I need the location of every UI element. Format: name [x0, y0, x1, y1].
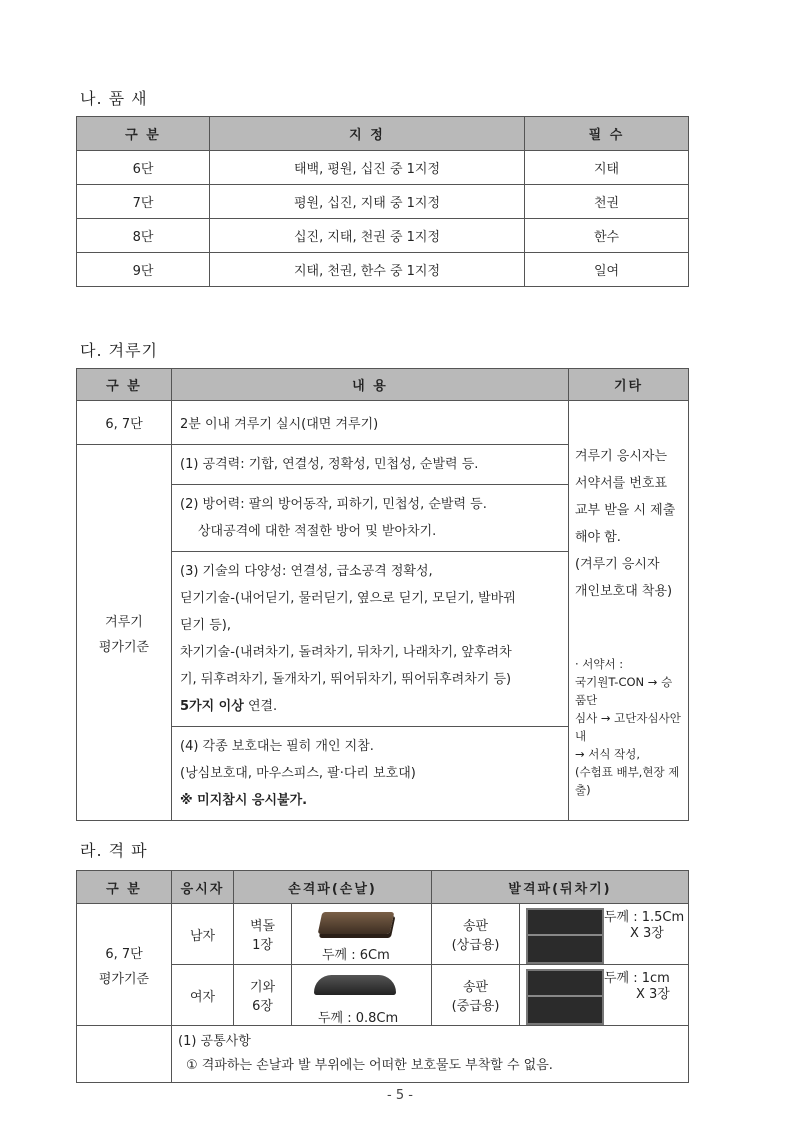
criteria-text: 딛기기술-(내어딛기, 물러딛기, 옆으로 딛기, 모딛기, 발바꿔 [180, 591, 516, 606]
criteria-label-cell [77, 445, 172, 821]
common-title: (1) 공통사항 [178, 1034, 251, 1049]
cell: 7단 [77, 185, 210, 219]
label-text: 6, 7단 [105, 946, 143, 962]
col-header: 응시자 [172, 871, 234, 904]
cell: 태백, 평원, 십진 중 1지정 [210, 151, 525, 185]
note-small-line: 국기원T-CON → 승품단 [575, 675, 673, 707]
board-text: (중급용) [451, 999, 500, 1014]
criteria-label: 평가기준 [98, 639, 150, 655]
board-count-label: X 3장 [630, 926, 664, 941]
note-line: (겨루기 응시자 [575, 557, 660, 572]
board-text: 송판 [462, 980, 489, 995]
table-row [77, 904, 689, 965]
board-thickness-label: 두께 : 1.5Cm [604, 910, 685, 925]
thickness-label: 두께 : 0.8Cm [318, 1011, 399, 1026]
note-line: 교부 받을 시 제출 [575, 503, 676, 518]
item-text: 기와 [249, 980, 276, 995]
col-header: 지 정 [210, 117, 525, 151]
tile-image [314, 975, 396, 995]
criteria-text: 기, 뒤후려차기, 돌개차기, 뛰어뒤차기, 뛰어뒤후려차기 등) [180, 672, 512, 687]
thickness-label: 두께 : 6Cm [322, 948, 390, 963]
cell: 십진, 지태, 천권 중 1지정 [210, 219, 525, 253]
col-header: 필 수 [525, 117, 689, 151]
cell: 천권 [525, 185, 689, 219]
note-line: 겨루기 응시자는 [575, 449, 668, 464]
cell: 6, 7단 [77, 401, 172, 445]
col-header: 손격파(손날) [234, 871, 432, 904]
cell: 한수 [525, 219, 689, 253]
label-cell [77, 904, 172, 1026]
criteria-bold: 5가지 이상 [180, 699, 244, 714]
page-number: - 5 - [387, 1088, 413, 1103]
table-header-row [77, 871, 689, 904]
cell [432, 904, 520, 965]
col-header: 구 분 [77, 871, 172, 904]
table-row [77, 185, 689, 219]
table-header-row [77, 369, 689, 401]
col-header: 기타 [569, 369, 689, 401]
criteria-text: (2) 방어력: 팔의 방어동작, 피하기, 민첩성, 순발력 등. [180, 497, 487, 512]
criteria-warning: ※ 미지참시 응시불가. [180, 793, 308, 808]
common-cell [172, 1026, 689, 1083]
cell: 지태, 천권, 한수 중 1지정 [210, 253, 525, 287]
cell: 남자 [172, 904, 234, 965]
note-cell [569, 401, 689, 821]
image-cell [292, 904, 432, 965]
board-image [526, 969, 604, 1025]
note-small-line: (수험표 배부,현장 제출) [575, 765, 680, 797]
table-row [77, 219, 689, 253]
criteria-cell [172, 727, 569, 821]
note-line: 개인보호대 착용) [575, 584, 673, 599]
criteria-cell [172, 445, 569, 485]
criteria-text: 차기기술-(내려차기, 돌려차기, 뒤차기, 나래차기, 앞후려차 [180, 645, 512, 660]
table-row [77, 401, 689, 445]
poomsae-table [76, 116, 689, 287]
criteria-cell [172, 485, 569, 552]
cell: 8단 [77, 219, 210, 253]
board-image [526, 908, 604, 964]
cell [432, 965, 520, 1026]
item-text: 6장 [252, 999, 273, 1014]
note-small-line: 심사 → 고단자심사안내 [575, 711, 681, 743]
table-row [77, 151, 689, 185]
image-cell [292, 965, 432, 1026]
board-text: (상급용) [451, 938, 500, 953]
item-text: 벽돌 [249, 919, 276, 934]
sparring-table [76, 368, 689, 821]
criteria-text: (1) 공격력: 기합, 연결성, 정확성, 민첩성, 순발력 등. [180, 457, 479, 472]
note-small-line: → 서식 작성, [575, 747, 641, 761]
item-text: 1장 [252, 938, 273, 953]
cell: 일여 [525, 253, 689, 287]
criteria-text-line [180, 693, 560, 720]
cell: 지태 [525, 151, 689, 185]
cell: 6단 [77, 151, 210, 185]
table-row [77, 253, 689, 287]
empty-cell [77, 1026, 172, 1083]
board-text: 송판 [462, 919, 489, 934]
table-row [77, 1026, 689, 1083]
criteria-text: (4) 각종 보호대는 필히 개인 지참. [180, 739, 374, 754]
cell: 2분 이내 겨루기 실시(대면 겨루기) [172, 401, 569, 445]
cell: 9단 [77, 253, 210, 287]
section-title-sparring: 다. 겨루기 [80, 341, 158, 360]
criteria-label: 겨루기 [105, 614, 143, 630]
section-title-poomsae: 나. 품 새 [80, 89, 148, 108]
note-line: 해야 함. [575, 530, 621, 545]
image-cell [520, 904, 689, 965]
board-thickness-label: 두께 : 1cm [604, 971, 670, 986]
col-header: 구 분 [77, 117, 210, 151]
col-header: 발격파(뒤차기) [432, 871, 689, 904]
cell: 여자 [172, 965, 234, 1026]
cell [234, 904, 292, 965]
image-cell [520, 965, 689, 1026]
note-small-line: · 서약서 : [575, 657, 624, 671]
criteria-text: (낭심보호대, 마우스피스, 팔·다리 보호대) [180, 766, 416, 781]
table-header-row [77, 117, 689, 151]
criteria-text: (3) 기술의 다양성: 연결성, 급소공격 정확성, [180, 564, 433, 579]
criteria-cell [172, 552, 569, 727]
breaking-table [76, 870, 689, 1083]
col-header: 구 분 [77, 369, 172, 401]
board-count-label: X 3장 [636, 987, 670, 1002]
common-item: ① 격파하는 손날과 발 부위에는 어떠한 보호물도 부착할 수 없음. [186, 1058, 553, 1073]
brick-image [318, 912, 395, 934]
criteria-text: 상대공격에 대한 적절한 방어 및 받아차기. [198, 524, 437, 539]
criteria-text: 딛기 등), [180, 618, 232, 633]
cell [234, 965, 292, 1026]
col-header: 내 용 [172, 369, 569, 401]
note-line: 서약서를 번호표 [575, 476, 668, 491]
criteria-text: 연결. [243, 699, 278, 714]
section-title-breaking: 라. 격 파 [80, 841, 148, 860]
label-text: 평가기준 [98, 971, 150, 987]
cell: 평원, 십진, 지태 중 1지정 [210, 185, 525, 219]
